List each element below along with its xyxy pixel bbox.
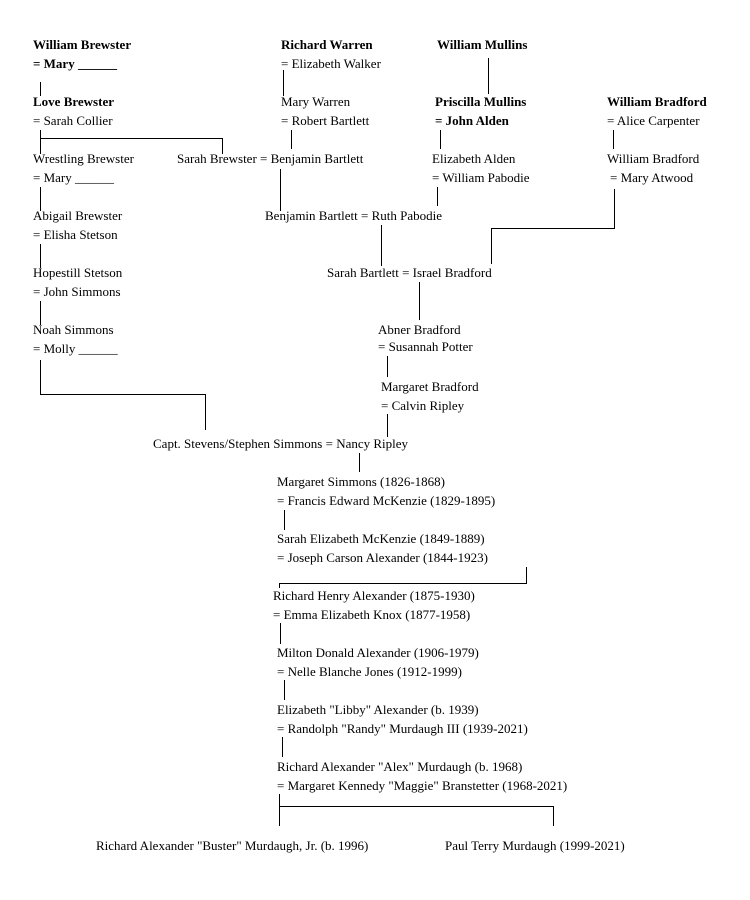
spouse-wrestling-brewster: = Mary ______ — [33, 170, 114, 185]
person-william-mullins: William Mullins — [437, 37, 528, 52]
couple-stephen-simmons-nancy-ripley: Capt. Stevens/Stephen Simmons = Nancy Ripley — [153, 436, 409, 451]
couple-sarah-bartlett-israel-bradford: Sarah Bartlett = Israel Bradford — [327, 265, 492, 280]
spouse-milton-alexander: = Nelle Blanche Jones (1912-1999) — [277, 664, 462, 679]
couple-benjamin-bartlett-ruth-pabodie: Benjamin Bartlett = Ruth Pabodie — [265, 208, 443, 223]
person-william-brewster: William Brewster — [33, 37, 132, 52]
person-hopestill-stetson: Hopestill Stetson — [33, 265, 123, 280]
connector-bradford-to-israel — [492, 189, 615, 264]
spouse-william-brewster: = Mary ______ — [33, 56, 117, 71]
spouse-elizabeth-alden: = William Pabodie — [432, 170, 530, 185]
person-alex-murdaugh: Richard Alexander "Alex" Murdaugh (b. 1968) — [277, 759, 523, 774]
spouse-william-bradford: = Alice Carpenter — [607, 113, 700, 128]
spouse-hopestill-stetson: = John Simmons — [33, 284, 121, 299]
person-noah-simmons: Noah Simmons — [33, 322, 114, 337]
spouse-abigail-brewster: = Elisha Stetson — [33, 227, 118, 242]
person-william-bradford-2: William Bradford — [607, 151, 700, 166]
person-libby-alexander: Elizabeth "Libby" Alexander (b. 1939) — [277, 702, 479, 717]
person-margaret-simmons: Margaret Simmons (1826-1868) — [277, 474, 446, 489]
person-love-brewster: Love Brewster — [33, 94, 114, 109]
person-milton-alexander: Milton Donald Alexander (1906-1979) — [277, 645, 479, 660]
person-priscilla-mullins: Priscilla Mullins — [435, 94, 527, 109]
spouse-sarah-mckenzie: = Joseph Carson Alexander (1844-1923) — [277, 550, 488, 565]
spouse-william-bradford-2: = Mary Atwood — [610, 170, 694, 185]
person-mary-warren: Mary Warren — [281, 94, 351, 109]
spouse-priscilla-mullins: = John Alden — [435, 113, 509, 128]
spouse-love-brewster: = Sarah Collier — [33, 113, 113, 128]
spouse-richard-warren: = Elizabeth Walker — [281, 56, 381, 71]
person-wrestling-brewster: Wrestling Brewster — [33, 151, 134, 166]
person-sarah-mckenzie: Sarah Elizabeth McKenzie (1849-1889) — [277, 531, 485, 546]
person-richard-warren: Richard Warren — [281, 37, 373, 52]
person-abner-bradford: Abner Bradford — [378, 322, 461, 337]
person-paul-murdaugh: Paul Terry Murdaugh (1999-2021) — [445, 838, 625, 853]
spouse-alex-murdaugh: = Margaret Kennedy "Maggie" Branstetter (1968-2021) — [277, 778, 568, 793]
spouse-noah-simmons: = Molly ______ — [33, 341, 118, 356]
person-abigail-brewster: Abigail Brewster — [33, 208, 123, 223]
person-william-bradford: William Bradford — [607, 94, 707, 109]
spouse-richard-henry-alexander: = Emma Elizabeth Knox (1877-1958) — [273, 607, 471, 622]
spouse-libby-alexander: = Randolph "Randy" Murdaugh III (1939-2021) — [277, 721, 528, 736]
spouse-margaret-bradford: = Calvin Ripley — [381, 398, 465, 413]
spouse-margaret-simmons: = Francis Edward McKenzie (1829-1895) — [277, 493, 496, 508]
spouse-abner-bradford: = Susannah Potter — [378, 339, 473, 354]
spouse-mary-warren: = Robert Bartlett — [281, 113, 370, 128]
person-elizabeth-alden: Elizabeth Alden — [432, 151, 516, 166]
connector-children-bar — [280, 807, 554, 827]
person-buster-murdaugh: Richard Alexander "Buster" Murdaugh, Jr. (b. 1996) — [96, 838, 369, 853]
person-richard-henry-alexander: Richard Henry Alexander (1875-1930) — [273, 588, 475, 603]
connector-noah-to-stephen — [41, 360, 206, 430]
connector-gen-2 — [280, 567, 527, 588]
couple-sarah-brewster-benjamin-bartlett: Sarah Brewster = Benjamin Bartlett — [177, 151, 364, 166]
person-margaret-bradford: Margaret Bradford — [381, 379, 479, 394]
